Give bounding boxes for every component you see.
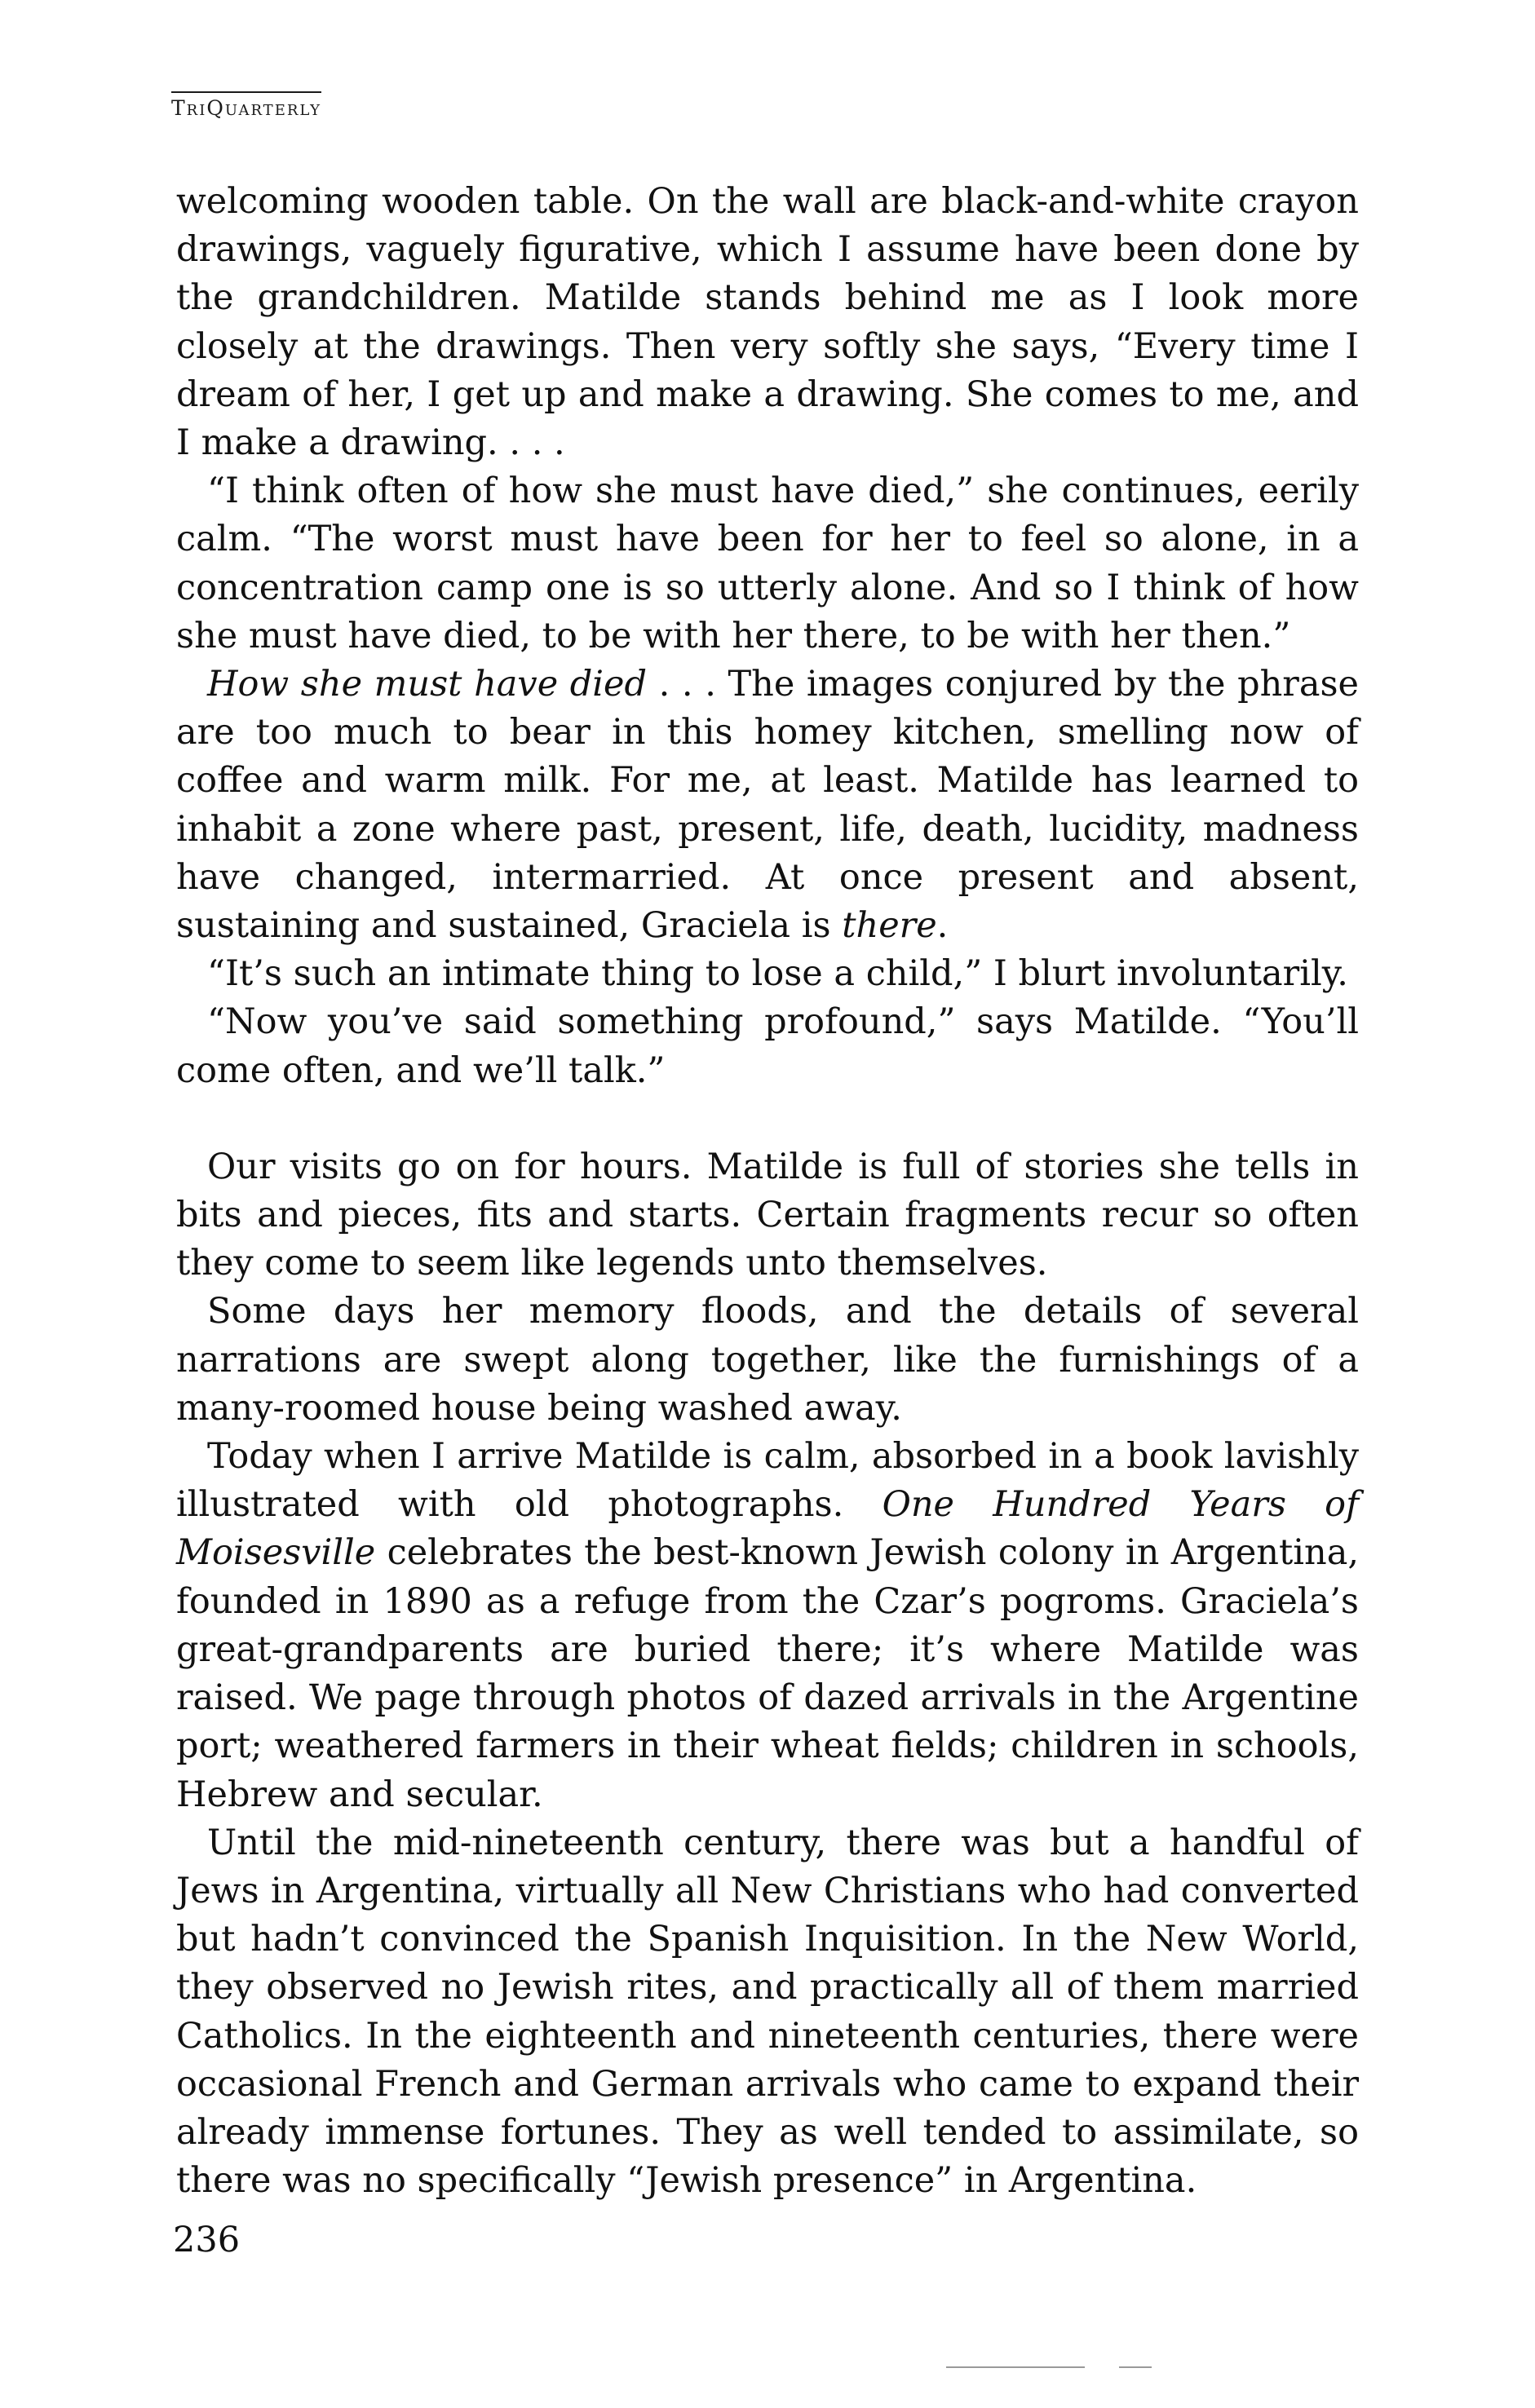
- body-text: [176, 178, 1359, 2205]
- paragraph-text: Our visits go on for hours. Matilde is full of stories she tells in bits and pieces, fits and starts. Certain fragments recur so often they come to seem like legends unto themselves.: [176, 1146, 1359, 1284]
- page-number: 236: [173, 2220, 241, 2260]
- paragraph-text: . . . The images conjured by the phrase are too much to bear in this homey kitchen, smelling now of coffee and warm milk. For me, at least. Matilde has learned to inhabit a zone where past, present, life, death, lucidity, madness have changed, intermarried. At once present and absent, sustaining and sustained, Graciela is: [176, 664, 1359, 947]
- paragraph: [176, 1433, 1359, 1819]
- paragraph: [176, 1143, 1359, 1288]
- running-head: [171, 91, 321, 120]
- paragraph-text: Some days her memory floods, and the details of several narrations are swept along together, like the furnishings of a many-roomed house being washed away.: [176, 1291, 1359, 1429]
- book-title: One Hundred Years of Moisesville: [176, 1484, 1359, 1574]
- italic-phrase: How she must have died: [207, 664, 648, 705]
- paragraph: [176, 950, 1359, 998]
- journal-title: TriQuarterly: [171, 96, 322, 120]
- scan-artifact: [946, 2366, 1085, 2368]
- paragraph-text: “Now you’ve said something profound,” says Matilde. “You’ll come often, and we’ll talk.”: [176, 1001, 1359, 1091]
- paragraph: [176, 178, 1359, 467]
- paragraph: [176, 467, 1359, 661]
- paragraph-text: “I think often of how she must have died,” she continues, eerily calm. “The worst must have been for her to feel so alone, in a concentration camp one is so utterly alone. And so I think of how she must have died, to be with her there, to be with her then.”: [176, 471, 1359, 656]
- paragraph-text: Today when I arrive Matilde is calm, absorbed in a book lavishly illustrated with old photographs.: [176, 1436, 1359, 1526]
- scan-artifact: [1119, 2366, 1152, 2368]
- paragraph-text: “It’s such an intimate thing to lose a child,” I blurt involuntarily.: [207, 953, 1348, 995]
- paragraph-text: welcoming wooden table. On the wall are black-and-white crayon drawings, vaguely figurative, which I assume have been done by the grandchildren. Matilde stands behind me as I look more closely at the drawings. Then very softly she says, “Every time I dream of her, I get up and make a drawing. She comes to me, and I make a drawing. . . .: [176, 181, 1359, 464]
- paragraph-text: .: [936, 905, 949, 947]
- paragraph: [176, 1819, 1359, 2206]
- paragraph: [176, 661, 1359, 950]
- paragraph: [176, 1288, 1359, 1433]
- paragraph: [176, 998, 1359, 1094]
- paragraph-text: celebrates the best-known Jewish colony in Argentina, founded in 1890 as a refuge from the Czar’s pogroms. Graciela’s great-grandparents are buried there; it’s where Matilde was raised. We page through photos of dazed arrivals in the Argentine port; weathered farmers in their wheat fields; children in schools, Hebrew and secular.: [176, 1532, 1359, 1815]
- italic-word: there: [842, 905, 937, 947]
- paragraph-text: Until the mid-nineteenth century, there was but a handful of Jews in Argentina, virtually all New Christians who had converted but hadn’t convinced the Spanish Inquisition. In the New World, they observed no Jewish rites, and practically all of them married Catholics. In the eighteenth and nineteenth centuries, there were occasional French and German arrivals who came to expand their already immense fortunes. They as well tended to assimilate, so there was no specifically “Jewish presence” in Argentina.: [176, 1822, 1359, 2202]
